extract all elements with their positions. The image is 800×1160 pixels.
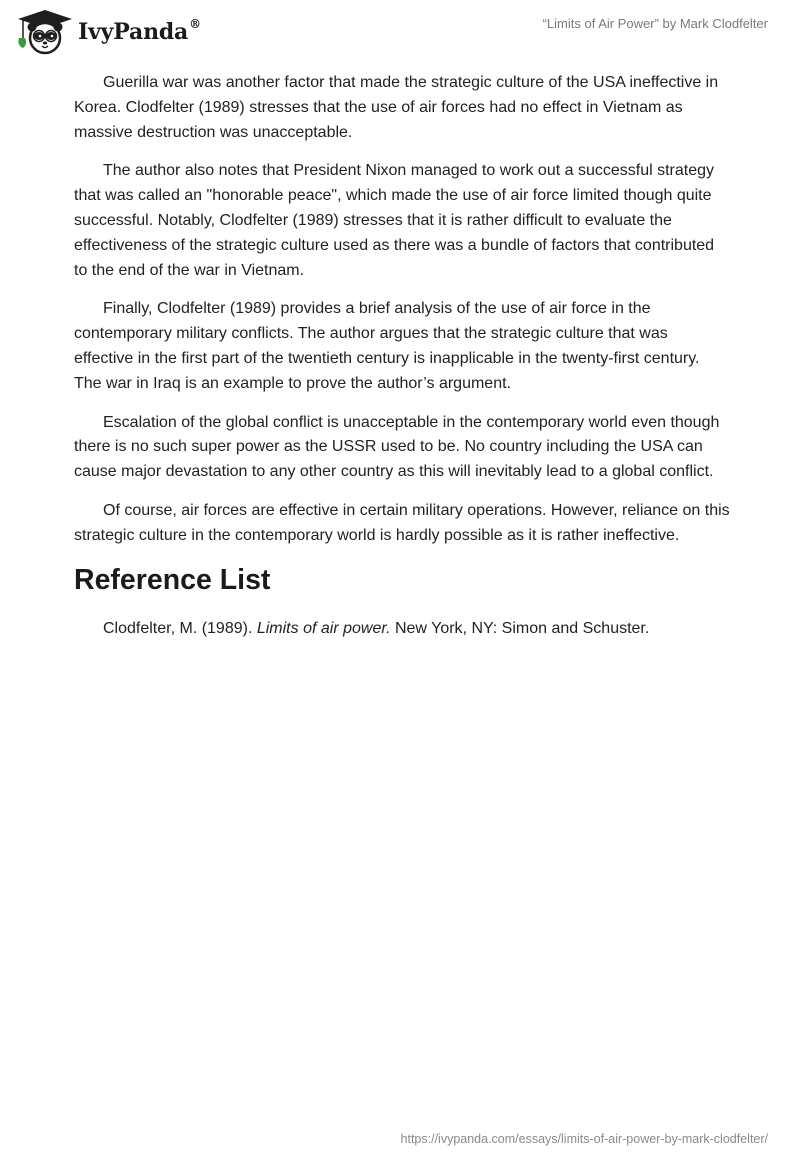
paragraph: Of course, air forces are effective in certain military operations. However, reliance on this strategic culture in the contemporary world is hardly possible as it is rather ineffective. (74, 501, 730, 544)
essay-content (74, 71, 730, 641)
page-header (0, 0, 800, 62)
paragraph: Finally, Clodfelter (1989) provides a brief analysis of the use of air force in the contemporary military conflicts. The author argues that the strategic culture that was effective in the first part of the twentieth century is inapplicable in the twenty-first century. The war in Iraq is an example to prove the author’s argument. (74, 300, 700, 392)
paragraph: Escalation of the global conflict is unacceptable in the contemporary world even though there is no such super power as the USSR used to be. No country including the USA can cause major devastation to any other country as this will inevitably lead to a global conflict. (74, 413, 720, 481)
reference-list-heading: Reference List (74, 563, 271, 596)
paragraph: Guerilla war was another factor that made the strategic culture of the USA ineffective in Korea. Clodfelter (1989) stresses that the use of air forces had no effect in Vietnam as massive destruction was unacceptable. (74, 74, 719, 141)
brand-name: IvyPanda® (78, 17, 201, 45)
reference-entry (74, 617, 730, 642)
registered-mark: ® (189, 17, 201, 31)
reference-publisher: New York, NY: Simon and Schuster. (390, 619, 650, 637)
ivypanda-logo[interactable] (14, 8, 201, 56)
reference-authors-year: Clodfelter, M. (1989). (103, 619, 257, 637)
document-title: “Limits of Air Power” by Mark Clodfelter (542, 16, 768, 31)
source-url[interactable]: https://ivypanda.com/essays/limits-of-air-power-by-mark-clodfelter/ (400, 1132, 768, 1146)
reference-title: Limits of air power. (256, 619, 391, 637)
panda-graduate-icon (14, 8, 76, 56)
paragraph: The author also notes that President Nixon managed to work out a successful strategy that was called an "honorable peace", which made the use of air force limited though quite successful. Notably, Clodfelter (1989) stresses that it is rather difficult to evaluate the effectiveness of the strategic culture used as there was a bundle of factors that contributed to the end of the war in Vietnam. (74, 162, 715, 279)
